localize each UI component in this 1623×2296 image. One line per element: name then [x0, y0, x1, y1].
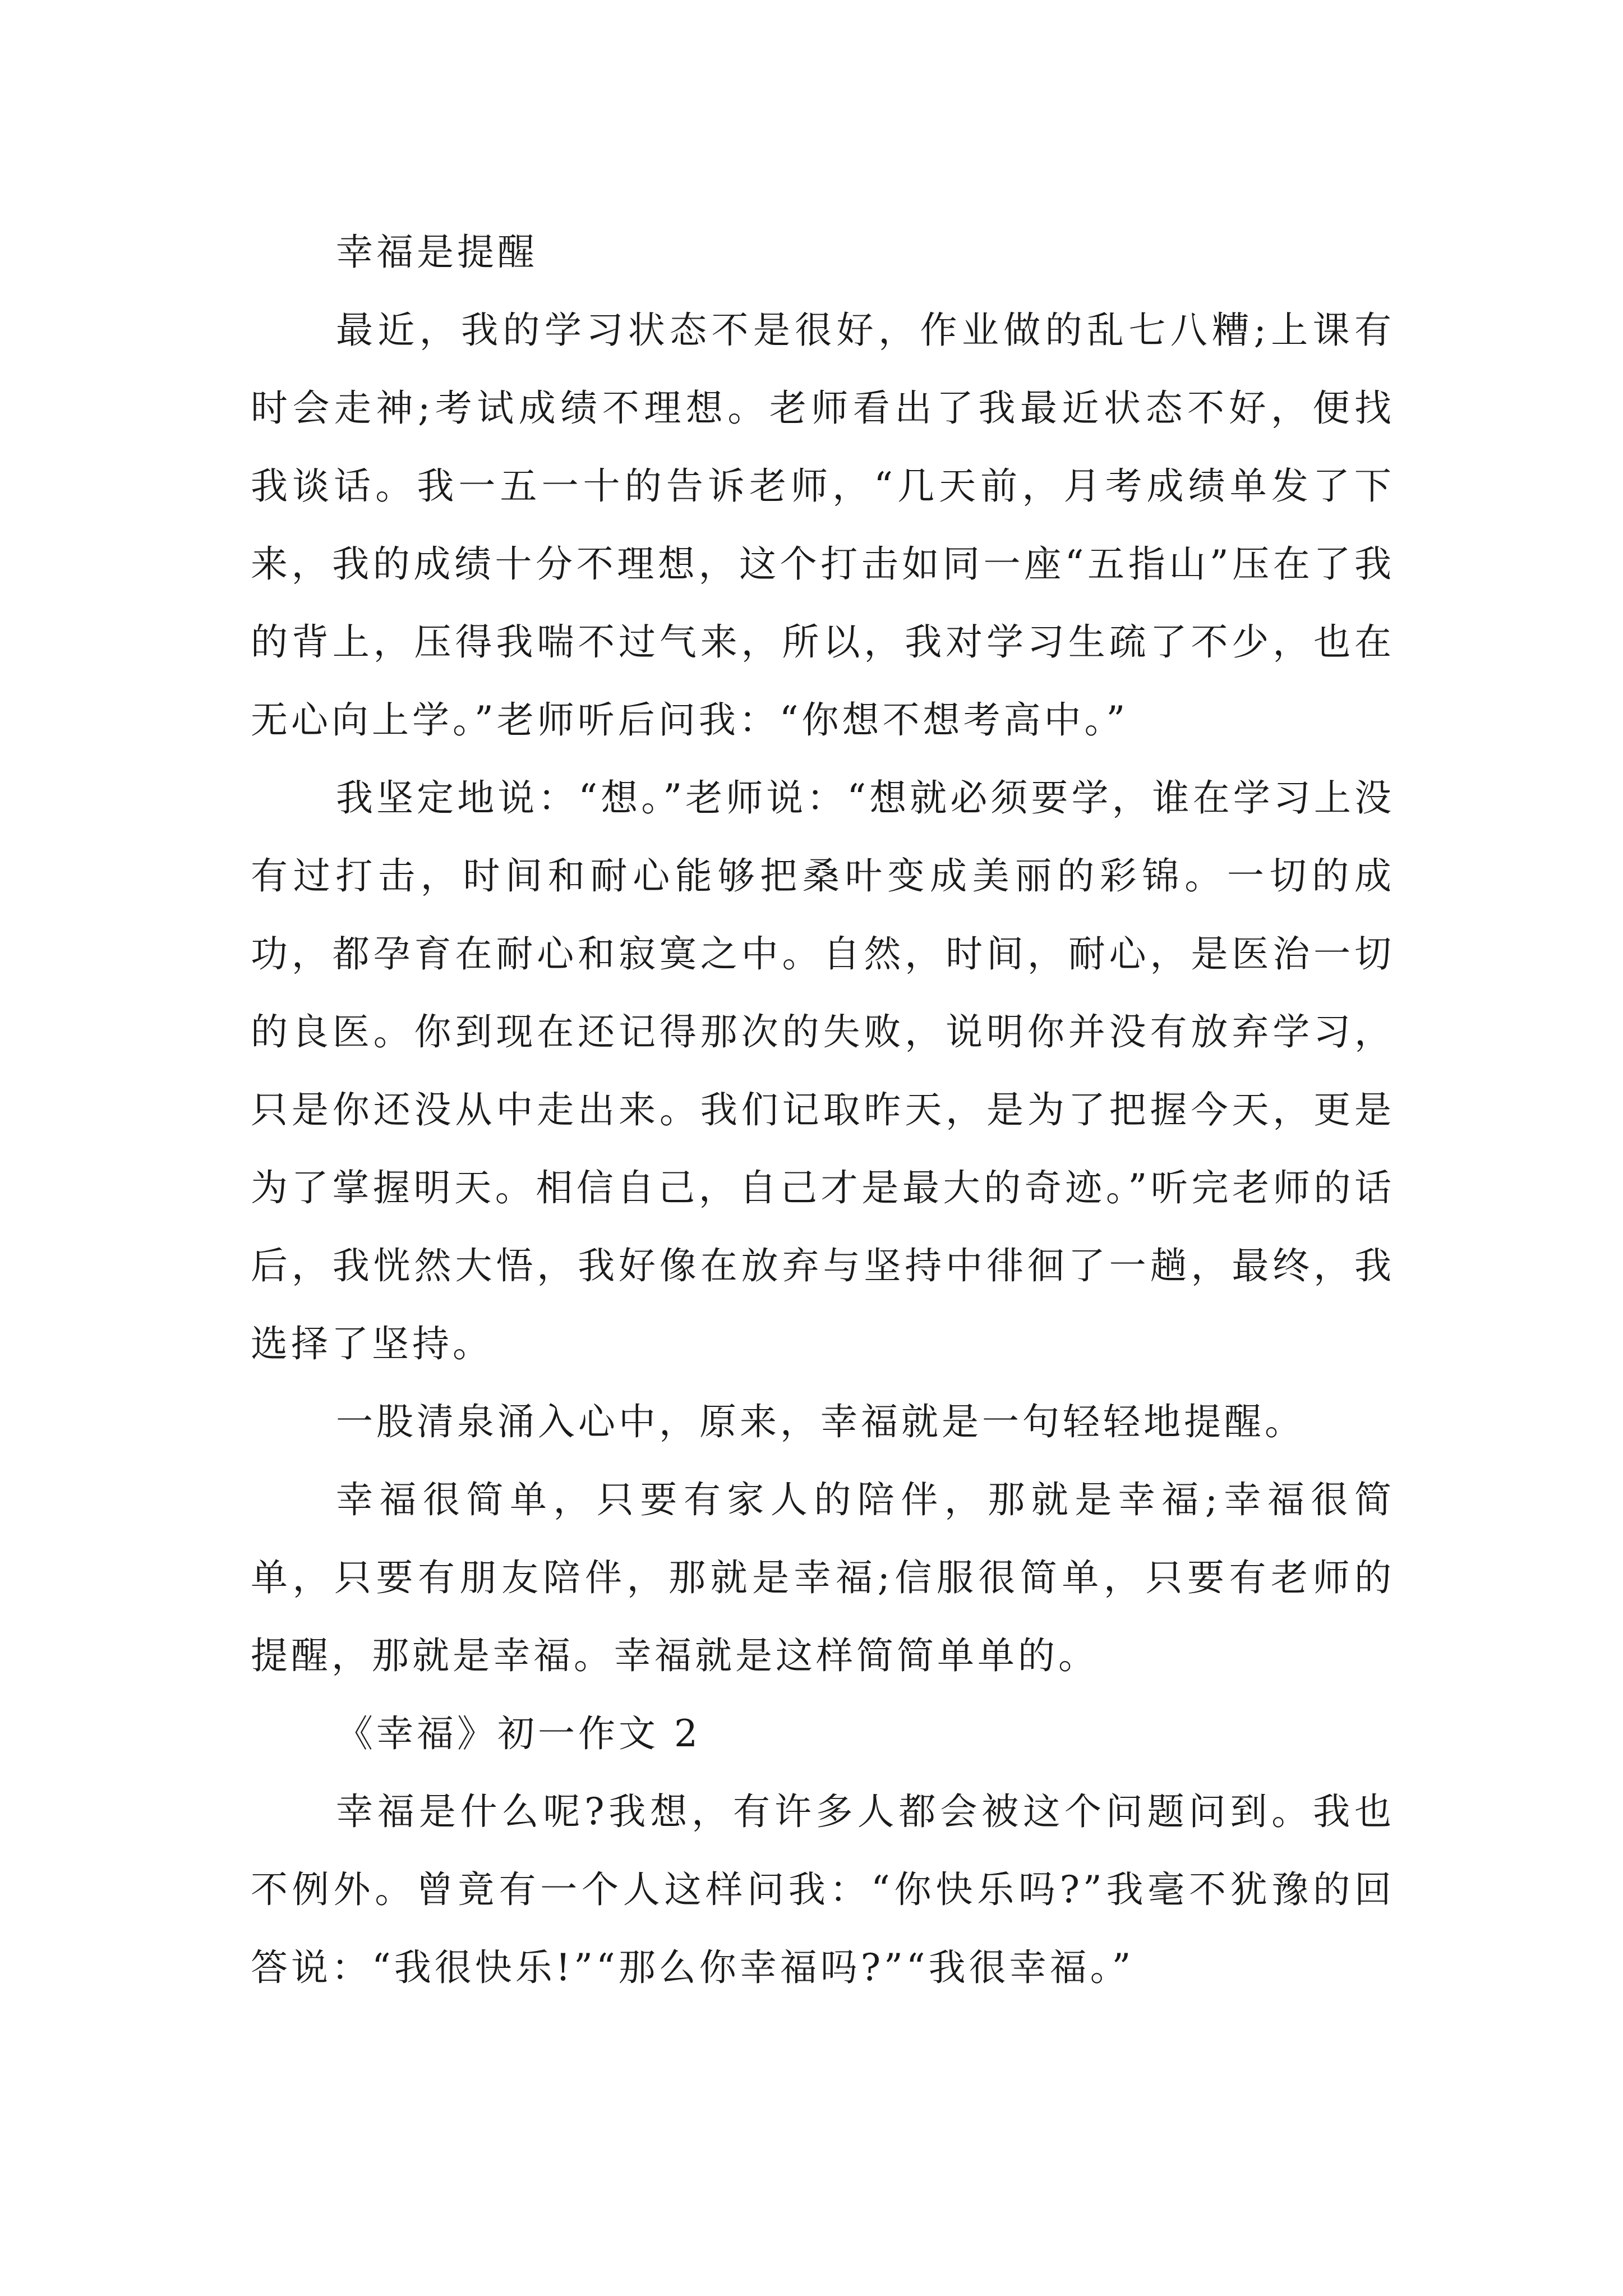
paragraph: 一股清泉涌入心中，原来，幸福就是一句轻轻地提醒。: [336, 1400, 1305, 1443]
section-heading: 《幸福》初一作文 2: [336, 1712, 701, 1755]
essay-title: 幸福是提醒: [336, 231, 538, 274]
paragraph: 幸福很简单，只要有家人的陪伴，那就是幸福;幸福很简单，只要有朋友陪伴，那就是幸福;信服很简单，只要有老师的提醒，那就是幸福。幸福就是这样简简单单的。: [251, 1478, 1395, 1677]
paragraph: 幸福是什么呢?我想，有许多人都会被这个问题问到。我也不例外。曾竟有一个人这样问我：“你快乐吗?”我毫不犹豫的回答说：“我很快乐!”“那么你幸福吗?”“我很幸福。”: [251, 1790, 1395, 1989]
paragraph: 我坚定地说：“想。”老师说：“想就必须要学，谁在学习上没有过打击，时间和耐心能够把桑叶变成美丽的彩锦。一切的成功，都孕育在耐心和寂寞之中。自然，时间，耐心，是医治一切的良医。你到现在还记得那次的失败，说明你并没有放弃学习，只是你还没从中走出来。我们记取昨天，是为了把握今天，更是为了掌握明天。相信自己，自己才是最大的奇迹。”听完老师的话后，我恍然大悟，我好像在放弃与坚持中徘徊了一趟，最终，我选择了坚持。: [251, 776, 1395, 1365]
document-body: [251, 213, 1395, 2007]
paragraph: 最近，我的学习状态不是很好，作业做的乱七八糟;上课有时会走神;考试成绩不理想。老师看出了我最近状态不好，便找我谈话。我一五一十的告诉老师，“几天前，月考成绩单发了下来，我的成绩十分不理想，这个打击如同一座“五指山”压在了我的背上，压得我喘不过气来，所以，我对学习生疏了不少，也在无心向上学。”老师听后问我：“你想不想考高中。”: [251, 309, 1395, 742]
